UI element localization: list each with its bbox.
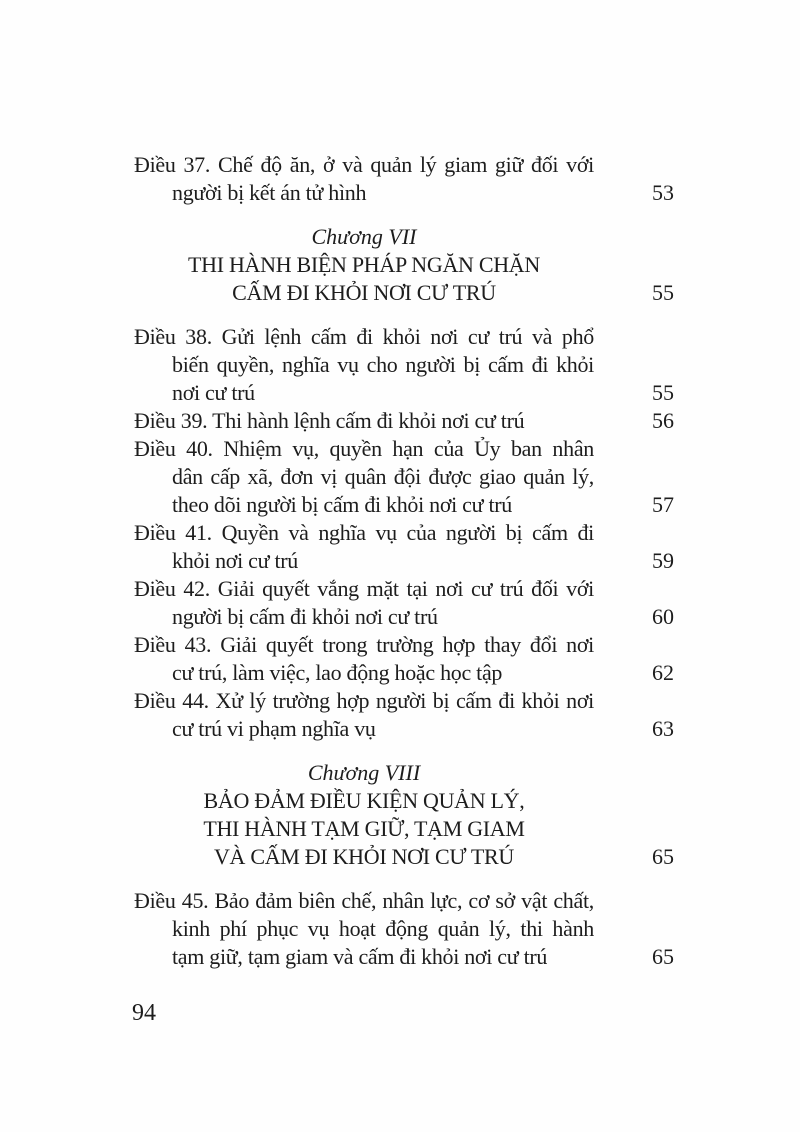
folio-page-number: 94 bbox=[132, 1000, 156, 1026]
toc-entry-title bbox=[134, 887, 594, 971]
toc-article-entry bbox=[134, 407, 674, 435]
chapter-label: Chương VII bbox=[311, 224, 417, 249]
toc-entry-page-number: 60 bbox=[652, 604, 674, 629]
chapter-title-line: THI HÀNH BIỆN PHÁP NGĂN CHẶN bbox=[188, 252, 540, 277]
toc-entry-line: Điều 37. Chế độ ăn, ở và quản lý giam giữ đối với bbox=[134, 152, 594, 177]
toc-entry-line: tạm giữ, tạm giam và cấm đi khỏi nơi cư trú bbox=[172, 944, 548, 969]
toc-entry-title bbox=[134, 575, 594, 631]
toc-entry-line: Điều 44. Xử lý trường hợp người bị cấm đi khỏi nơi bbox=[134, 688, 594, 713]
toc-entry-page-number: 65 bbox=[652, 844, 674, 869]
toc-article-entry bbox=[134, 687, 674, 743]
chapter-title-line: CẤM ĐI KHỎI NƠI CƯ TRÚ bbox=[232, 280, 496, 305]
toc-entry-line: Điều 43. Giải quyết trong trường hợp thay đổi nơi bbox=[134, 632, 594, 657]
toc-entry-line: Điều 38. Gửi lệnh cấm đi khỏi nơi cư trú và phổ bbox=[134, 324, 594, 349]
toc-entry-line: dân cấp xã, đơn vị quân đội được giao quản lý, bbox=[172, 464, 594, 489]
toc-entry-page-number: 55 bbox=[652, 280, 674, 305]
toc-entry-page-number: 65 bbox=[652, 944, 674, 969]
toc-entry-title bbox=[134, 407, 594, 435]
toc-entry-line: cư trú, làm việc, lao động hoặc học tập bbox=[172, 660, 503, 685]
toc-entry-line: cư trú vi phạm nghĩa vụ bbox=[172, 716, 376, 741]
table-of-contents bbox=[134, 151, 674, 971]
toc-entry-line: Điều 42. Giải quyết vắng mặt tại nơi cư trú đối với bbox=[134, 576, 594, 601]
toc-article-entry bbox=[134, 151, 674, 207]
toc-article-entry bbox=[134, 519, 674, 575]
toc-entry-title bbox=[134, 519, 594, 575]
toc-entry-title bbox=[134, 151, 594, 207]
toc-entry-page-number: 63 bbox=[652, 716, 674, 741]
toc-entry-line: người bị kết án tử hình bbox=[172, 180, 367, 205]
toc-chapter-entry bbox=[134, 759, 674, 871]
toc-entry-line: Điều 45. Bảo đảm biên chế, nhân lực, cơ sở vật chất, bbox=[134, 888, 594, 913]
chapter-title-line: VÀ CẤM ĐI KHỎI NƠI CƯ TRÚ bbox=[213, 844, 515, 869]
toc-entry-title bbox=[134, 631, 594, 687]
toc-entry-page-number: 62 bbox=[652, 660, 674, 685]
toc-entry-line: Điều 40. Nhiệm vụ, quyền hạn của Ủy ban nhân bbox=[134, 436, 594, 461]
toc-entry-line: người bị cấm đi khỏi nơi cư trú bbox=[172, 604, 438, 629]
toc-entry-line: biến quyền, nghĩa vụ cho người bị cấm đi khỏi bbox=[172, 352, 594, 377]
toc-entry-page-number: 56 bbox=[652, 408, 674, 433]
toc-article-entry bbox=[134, 575, 674, 631]
toc-entry-line: Điều 39. Thi hành lệnh cấm đi khỏi nơi cư trú bbox=[134, 408, 525, 433]
toc-article-entry bbox=[134, 323, 674, 407]
chapter-title-line: THI HÀNH TẠM GIỮ, TẠM GIAM bbox=[203, 816, 525, 841]
toc-entry-page-number: 55 bbox=[652, 380, 674, 405]
chapter-label: Chương VIII bbox=[307, 760, 421, 785]
toc-entry-page-number: 59 bbox=[652, 548, 674, 573]
toc-entry-title bbox=[134, 435, 594, 519]
chapter-title-line: BẢO ĐẢM ĐIỀU KIỆN QUẢN LÝ, bbox=[203, 788, 525, 813]
toc-article-entry bbox=[134, 631, 674, 687]
toc-entry-line: theo dõi người bị cấm đi khỏi nơi cư trú bbox=[172, 492, 513, 517]
toc-article-entry bbox=[134, 887, 674, 971]
toc-chapter-entry bbox=[134, 223, 674, 307]
toc-entry-line: kinh phí phục vụ hoạt động quản lý, thi hành bbox=[172, 916, 594, 941]
toc-entry-line: nơi cư trú bbox=[172, 380, 255, 405]
toc-entry-title bbox=[134, 687, 594, 743]
toc-article-entry bbox=[134, 435, 674, 519]
toc-entry-line: Điều 41. Quyền và nghĩa vụ của người bị cấm đi bbox=[134, 520, 594, 545]
toc-entry-page-number: 53 bbox=[652, 180, 674, 205]
toc-entry-line: khỏi nơi cư trú bbox=[172, 548, 298, 573]
toc-entry-title bbox=[134, 323, 594, 407]
toc-entry-page-number: 57 bbox=[652, 492, 674, 517]
